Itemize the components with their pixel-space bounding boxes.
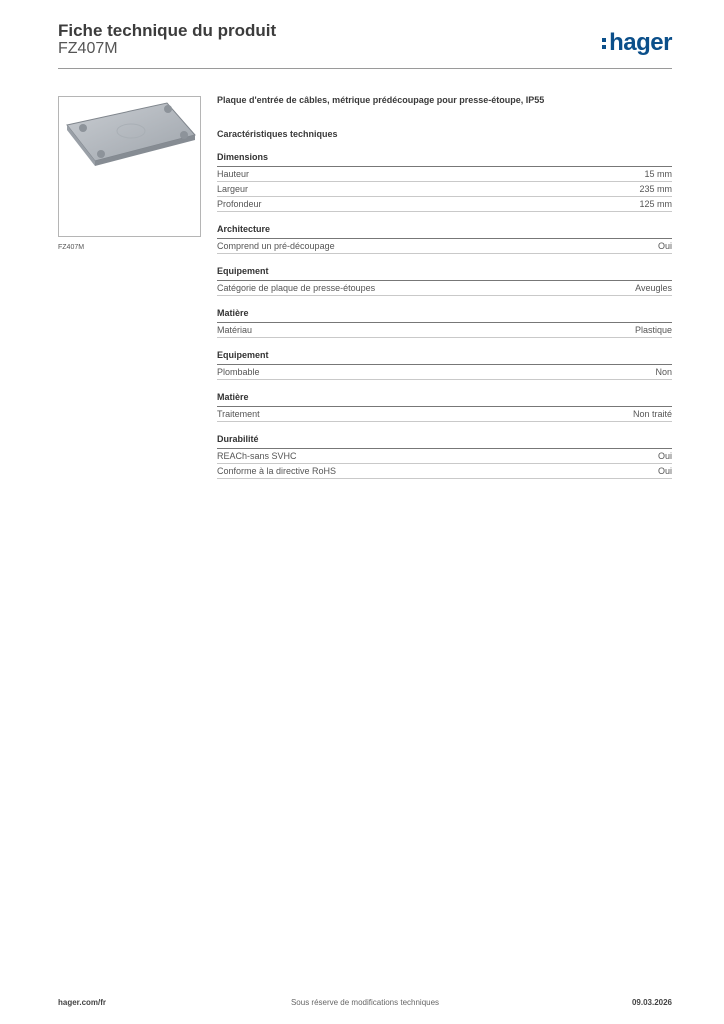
spec-group-title: Matière — [217, 308, 672, 323]
spec-group — [217, 266, 672, 296]
spec-group — [217, 152, 672, 212]
spec-row — [217, 323, 672, 338]
page-title: Fiche technique du produit — [58, 21, 277, 40]
spec-row — [217, 182, 672, 197]
spec-label: Largeur — [217, 184, 249, 194]
spec-value: 125 mm — [639, 199, 672, 209]
spec-label: REACh-sans SVHC — [217, 451, 297, 461]
spec-group-title: Dimensions — [217, 152, 672, 167]
spec-label: Matériau — [217, 325, 253, 335]
product-image — [58, 96, 201, 237]
spec-row — [217, 167, 672, 182]
logo-dots-icon — [602, 35, 607, 52]
spec-value: Oui — [657, 241, 672, 251]
spec-value: Aveugles — [635, 283, 672, 293]
spec-value: Non traité — [632, 409, 672, 419]
spec-group-title: Durabilité — [217, 434, 672, 449]
product-description: Plaque d'entrée de câbles, métrique prédécoupage pour presse-étoupe, IP55 — [217, 95, 545, 105]
characteristics-title: Caractéristiques techniques — [217, 129, 338, 139]
specifications — [217, 95, 672, 491]
spec-row — [217, 197, 672, 212]
footer-website-link[interactable]: hager.com/fr — [58, 998, 107, 1007]
product-reference: FZ407M — [58, 40, 118, 57]
spec-value: Oui — [657, 451, 672, 461]
spec-label: Catégorie de plaque de presse-étoupes — [217, 283, 376, 293]
image-caption: FZ407M — [58, 244, 85, 251]
spec-value: 235 mm — [639, 184, 672, 194]
footer-notice: Sous réserve de modifications techniques — [290, 998, 440, 1007]
spec-row — [217, 464, 672, 479]
spec-label: Profondeur — [217, 199, 262, 209]
footer-date: 09.03.2026 — [631, 998, 672, 1007]
cable-entry-plate-icon — [59, 97, 200, 236]
spec-group — [217, 224, 672, 254]
spec-group-title: Architecture — [217, 224, 672, 239]
spec-row — [217, 365, 672, 380]
spec-label: Plombable — [217, 367, 260, 377]
spec-row — [217, 239, 672, 254]
spec-group — [217, 434, 672, 479]
spec-value: 15 mm — [644, 169, 672, 179]
spec-group-title: Equipement — [217, 350, 672, 365]
spec-value: Oui — [657, 466, 672, 476]
spec-label: Conforme à la directive RoHS — [217, 466, 337, 476]
spec-group — [217, 350, 672, 380]
spec-group — [217, 308, 672, 338]
spec-group — [217, 392, 672, 422]
spec-label: Traitement — [217, 409, 260, 419]
header-divider — [58, 68, 672, 69]
spec-label: Comprend un pré-découpage — [217, 241, 335, 251]
spec-value: Plastique — [634, 325, 672, 335]
spec-row — [217, 407, 672, 422]
spec-row — [217, 449, 672, 464]
logo-text: hager — [609, 29, 672, 56]
spec-group-title: Matière — [217, 392, 672, 407]
spec-row — [217, 281, 672, 296]
spec-label: Hauteur — [217, 169, 250, 179]
spec-group-title: Equipement — [217, 266, 672, 281]
hager-logo — [602, 29, 672, 57]
spec-value: Non — [655, 367, 672, 377]
